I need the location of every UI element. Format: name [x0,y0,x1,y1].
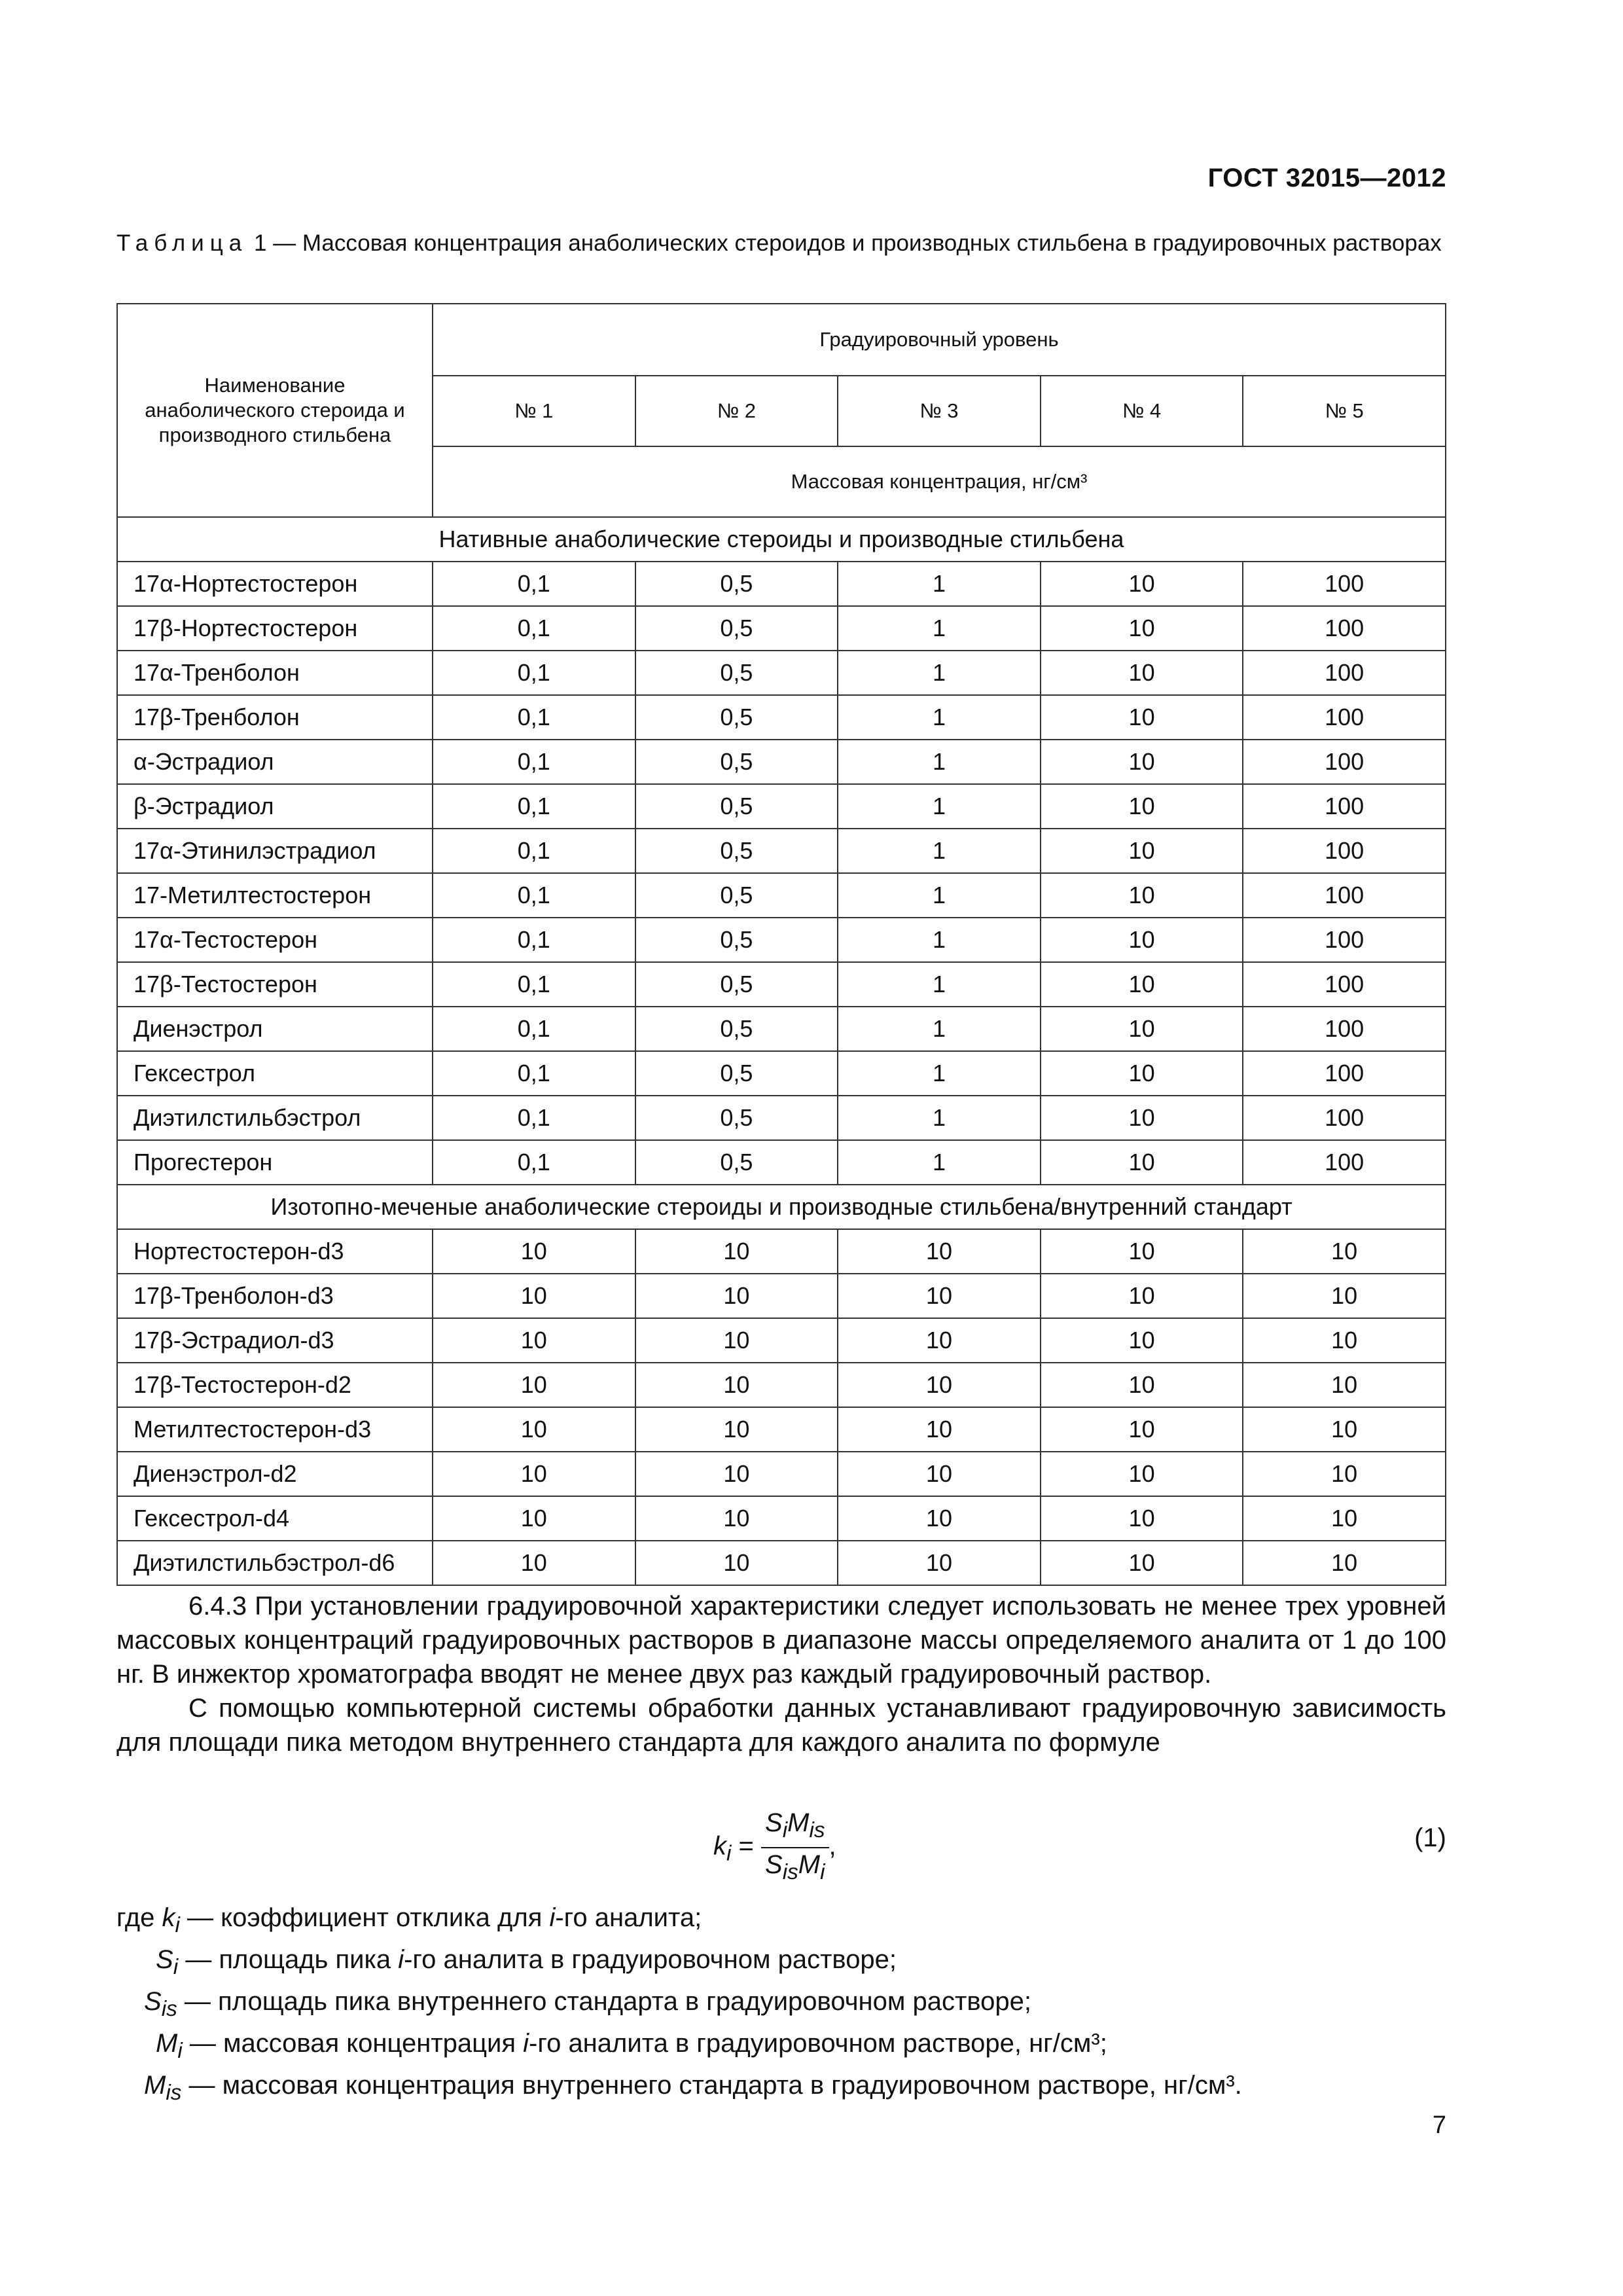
table-row [117,1229,1446,1274]
concentration-cell: 10 [1243,1274,1446,1318]
concentration-cell: 0,5 [635,562,838,606]
equation-number: (1) [1414,1823,1446,1852]
concentration-cell: 100 [1243,784,1446,829]
concentration-cell: 10 [1041,562,1243,606]
concentration-cell: 0,5 [635,784,838,829]
definition-line [116,2026,1242,2068]
concentration-cell: 100 [1243,562,1446,606]
concentration-cell: 0,1 [433,606,635,651]
concentration-cell: 100 [1243,1140,1446,1185]
concentration-cell: 100 [1243,695,1446,740]
concentration-cell: 0,1 [433,784,635,829]
concentration-cell: 10 [1243,1407,1446,1452]
concentration-cell: 1 [838,606,1041,651]
concentration-cell: 0,1 [433,873,635,918]
table-row [117,873,1446,918]
concentration-cell: 10 [635,1407,838,1452]
concentration-cell: 10 [1243,1229,1446,1274]
table-row [117,1407,1446,1452]
concentration-cell: 0,1 [433,651,635,695]
concentration-cell: 0,5 [635,740,838,784]
table-caption-label: Таблица [116,230,248,256]
concentration-cell: 0,1 [433,695,635,740]
table-row [117,1452,1446,1496]
concentration-cell: 0,5 [635,1096,838,1140]
concentration-cell: 10 [1041,1229,1243,1274]
compound-name: Гексестрол-d4 [117,1496,433,1541]
concentration-cell: 10 [433,1229,635,1274]
concentration-cell: 10 [1041,1407,1243,1452]
concentration-cell: 10 [1041,1363,1243,1407]
definition-text: — массовая концентрация внутреннего стандарта в градуировочном растворе, нг/см³. [188,2071,1242,2100]
concentration-cell: 1 [838,918,1041,962]
concentration-cell: 1 [838,651,1041,695]
concentration-cell: 0,1 [433,918,635,962]
formula-fraction [761,1806,829,1889]
compound-name: Диенэстрол-d2 [117,1452,433,1496]
compound-name: 17β-Эстрадиол-d3 [117,1318,433,1363]
definition-line [116,1943,1242,1984]
definition-line [116,1901,1242,1943]
concentration-cell: 10 [433,1274,635,1318]
compound-name: Диэтилстильбэстрол-d6 [117,1541,433,1585]
concentration-cell: 10 [433,1318,635,1363]
concentration-cell: 1 [838,1051,1041,1096]
concentration-cell: 1 [838,829,1041,873]
compound-name: 17α-Нортестостерон [117,562,433,606]
concentration-cell: 10 [838,1452,1041,1496]
level-5-header: № 5 [1243,376,1446,446]
concentration-cell: 0,5 [635,962,838,1007]
concentration-cell: 10 [1041,695,1243,740]
definition-index: i [549,1903,556,1932]
definition-symbol: S [144,1987,162,2016]
concentration-cell: 100 [1243,651,1446,695]
concentration-cell: 0,1 [433,562,635,606]
concentration-cell: 0,1 [433,1096,635,1140]
concentration-cell: 1 [838,873,1041,918]
concentration-cell: 0,1 [433,740,635,784]
concentration-cell: 1 [838,740,1041,784]
table-row [117,1140,1446,1185]
concentration-cell: 10 [838,1496,1041,1541]
definition-symbol-sub: is [161,1997,177,2021]
concentration-cell: 10 [635,1318,838,1363]
definition-symbol-sub: i [173,1955,179,1979]
table-row [117,962,1446,1007]
concentration-cell: 10 [1041,784,1243,829]
definition-index: i [398,1945,404,1974]
concentration-cell: 0,1 [433,1140,635,1185]
concentration-cell: 10 [635,1496,838,1541]
concentration-cell: 10 [1243,1363,1446,1407]
formula-lhs-sub: i [726,1841,732,1866]
compound-name: 17α-Тренболон [117,651,433,695]
definition-symbol: M [156,2029,178,2058]
table-caption [116,228,1446,259]
concentration-cell: 100 [1243,740,1446,784]
concentration-cell: 10 [838,1274,1041,1318]
level-1-header: № 1 [433,376,635,446]
concentration-cell: 0,5 [635,918,838,962]
concentration-cell: 100 [1243,1051,1446,1096]
definition-symbol-sub: i [177,2039,183,2063]
paragraph-formula-intro: С помощью компьютерной системы обработки данных устанавливают градуировочную зависимость для площади пика методом внутреннего стандарта для каждого аналита по формуле [116,1694,1446,1757]
definition-symbol-sub: is [166,2081,182,2105]
concentration-cell: 0,1 [433,1051,635,1096]
table-row [117,1318,1446,1363]
concentration-cell: 100 [1243,606,1446,651]
concentration-cell: 10 [1041,829,1243,873]
name-column-header: Наименование анаболического стероида и производного стильбена [117,304,433,517]
formula-denominator: $S_{is}M_i$ [765,1850,825,1884]
table-row [117,1541,1446,1585]
concentration-cell: 1 [838,562,1041,606]
concentration-cell: 0,1 [433,962,635,1007]
concentration-cell: 100 [1243,873,1446,918]
definition-text: — площадь пика внутреннего стандарта в градуировочном растворе; [184,1987,1031,2016]
formula-lhs: k [713,1831,726,1861]
concentration-cell: 1 [838,1140,1041,1185]
table-row [117,1007,1446,1051]
definition-text: — коэффициент отклика для [187,1903,550,1932]
formula-numerator: $S_iM_{is}$ [761,1806,829,1848]
level-3-header: № 3 [838,376,1041,446]
compound-name: Прогестерон [117,1140,433,1185]
concentration-cell: 0,1 [433,829,635,873]
table-caption-text: 1 — Массовая концентрация анаболических стероидов и производных стильбена в градуировочных растворах [247,230,1442,256]
concentration-cell: 10 [1041,1496,1243,1541]
definition-index: i [523,2029,529,2058]
concentration-cell: 10 [635,1229,838,1274]
compound-name: 17α-Этинилэстрадиол [117,829,433,873]
document-code: ГОСТ 32015—2012 [1207,164,1446,192]
compound-name: 17β-Нортестостерон [117,606,433,651]
concentration-cell: 10 [1243,1452,1446,1496]
definition-text: — площадь пика [185,1945,399,1974]
concentration-cell: 10 [635,1274,838,1318]
concentration-cell: 10 [838,1407,1041,1452]
concentration-cell: 0,5 [635,1140,838,1185]
definition-text-tail: -го аналита в градуировочном растворе; [404,1945,897,1974]
definition-line [116,2068,1242,2110]
concentration-cell: 10 [1041,1140,1243,1185]
concentration-cell: 0,5 [635,829,838,873]
compound-name: Гексестрол [117,1051,433,1096]
concentration-cell: 1 [838,962,1041,1007]
formula-comma: , [829,1831,836,1861]
concentration-cell: 100 [1243,962,1446,1007]
level-4-header: № 4 [1041,376,1243,446]
level-2-header: № 2 [635,376,838,446]
calibration-table [116,303,1446,1586]
definition-text-tail: -го аналита в градуировочном растворе, нг/см³; [529,2029,1107,2058]
concentration-cell: 10 [1041,1007,1243,1051]
definition-symbol: k [162,1903,175,1932]
concentration-cell: 10 [1041,918,1243,962]
unit-header: Массовая концентрация, нг/см³ [433,446,1446,517]
concentration-cell: 100 [1243,918,1446,962]
table-row [117,829,1446,873]
concentration-cell: 0,5 [635,606,838,651]
table-row [117,1496,1446,1541]
compound-name: α-Эстрадиол [117,740,433,784]
table-row [117,651,1446,695]
level-header: Градуировочный уровень [433,304,1446,376]
concentration-cell: 10 [1041,1096,1243,1140]
compound-name: β-Эстрадиол [117,784,433,829]
definition-text: — массовая концентрация [189,2029,524,2058]
table-row [117,1363,1446,1407]
concentration-cell: 10 [1041,606,1243,651]
table-row [117,1051,1446,1096]
concentration-cell: 100 [1243,1096,1446,1140]
section-title: Изотопно-меченые анаболические стероиды и производные стильбена/внутренний стандарт [117,1185,1446,1229]
concentration-cell: 1 [838,1096,1041,1140]
concentration-cell: 10 [635,1541,838,1585]
compound-name: Диенэстрол [117,1007,433,1051]
concentration-cell: 10 [838,1229,1041,1274]
concentration-cell: 100 [1243,1007,1446,1051]
concentration-cell: 10 [433,1452,635,1496]
table-row [117,606,1446,651]
section-title: Нативные анаболические стероиды и производные стильбена [117,517,1446,562]
concentration-cell: 10 [1041,740,1243,784]
compound-name: 17β-Тестостерон-d2 [117,1363,433,1407]
table-row [117,784,1446,829]
paragraph-6-4-3: 6.4.3 При установлении градуировочной характеристики следует использовать не менее трех уровней массовых концентраций градуировочных растворов в диапазоне массы определяемого аналита от 1 до 100 нг. В инжектор хроматографа вводят не менее двух раз каждый градуировочный раствор. [116,1592,1446,1689]
concentration-cell: 0,5 [635,1007,838,1051]
compound-name: Метилтестостерон-d3 [117,1407,433,1452]
table-row [117,740,1446,784]
concentration-cell: 0,5 [635,873,838,918]
concentration-cell: 10 [838,1318,1041,1363]
concentration-cell: 10 [1041,1452,1243,1496]
concentration-cell: 10 [433,1541,635,1585]
section-row [117,517,1446,562]
section-row [117,1185,1446,1229]
concentration-cell: 100 [1243,829,1446,873]
concentration-cell: 10 [433,1363,635,1407]
concentration-cell: 1 [838,1007,1041,1051]
compound-name: 17β-Тестостерон [117,962,433,1007]
definition-symbol: M [144,2071,166,2100]
compound-name: Нортестостерон-d3 [117,1229,433,1274]
symbol-definitions [116,1901,1242,2110]
compound-name: 17β-Тренболон-d3 [117,1274,433,1318]
definition-intro: где [116,1903,155,1932]
table-row [117,1274,1446,1318]
formula-equals: = [738,1831,762,1861]
concentration-cell: 10 [635,1452,838,1496]
concentration-cell: 1 [838,695,1041,740]
concentration-cell: 10 [1041,1541,1243,1585]
page-number: 7 [1432,2111,1446,2139]
concentration-cell: 10 [1041,651,1243,695]
concentration-cell: 0,5 [635,695,838,740]
definition-text-tail: -го аналита; [555,1903,702,1932]
concentration-cell: 10 [433,1407,635,1452]
compound-name: Диэтилстильбэстрол [117,1096,433,1140]
definition-symbol-sub: i [175,1913,180,1937]
table-row [117,1096,1446,1140]
concentration-cell: 0,5 [635,1051,838,1096]
concentration-cell: 0,1 [433,1007,635,1051]
concentration-cell: 1 [838,784,1041,829]
compound-name: 17β-Тренболон [117,695,433,740]
concentration-cell: 10 [1243,1541,1446,1585]
concentration-cell: 10 [1041,873,1243,918]
formula-1 [713,1806,836,1889]
concentration-cell: 10 [1041,1274,1243,1318]
table-row [117,562,1446,606]
concentration-cell: 10 [433,1496,635,1541]
concentration-cell: 10 [635,1363,838,1407]
concentration-cell: 10 [838,1541,1041,1585]
concentration-cell: 10 [838,1363,1041,1407]
concentration-cell: 10 [1041,1318,1243,1363]
compound-name: 17-Метилтестостерон [117,873,433,918]
concentration-cell: 10 [1041,962,1243,1007]
table-row [117,695,1446,740]
compound-name: 17α-Тестостерон [117,918,433,962]
concentration-cell: 10 [1243,1318,1446,1363]
definition-line [116,1984,1242,2026]
concentration-cell: 10 [1041,1051,1243,1096]
table-row [117,918,1446,962]
definition-symbol: S [156,1945,173,1974]
concentration-cell: 10 [1243,1496,1446,1541]
concentration-cell: 0,5 [635,651,838,695]
